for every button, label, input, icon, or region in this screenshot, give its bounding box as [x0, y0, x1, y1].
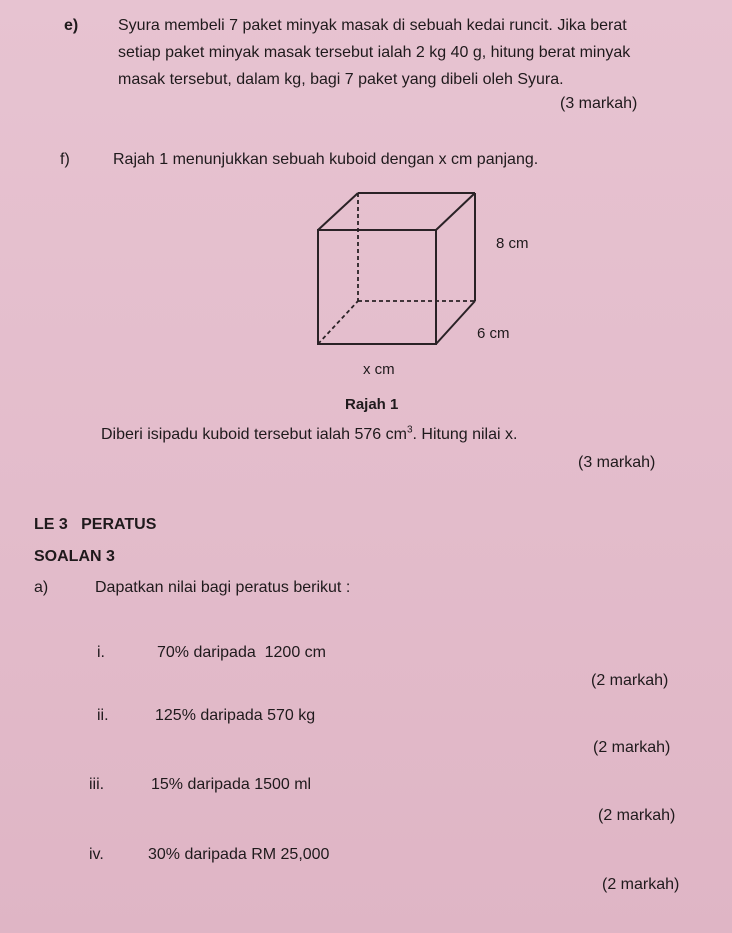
height-label: 8 cm: [496, 235, 529, 252]
section-heading: LE 3 PERATUS: [34, 516, 157, 533]
item-iii-text: 15% daripada 1500 ml: [151, 776, 312, 793]
item-ii-numeral: ii.: [97, 707, 109, 724]
item-ii-marks: (2 markah): [593, 739, 671, 756]
question-a-label: a): [34, 579, 49, 596]
given-question: . Hitung nilai x.: [412, 426, 518, 443]
question-e-label: e): [64, 17, 79, 34]
item-i-numeral: i.: [97, 644, 105, 661]
question-a-instruction: Dapatkan nilai bagi peratus berikut :: [95, 579, 351, 596]
question-e-line-2: setiap paket minyak masak tersebut ialah 2 kg 40 g, hitung berat minyak: [118, 44, 631, 61]
cuboid-front-face: [318, 230, 436, 344]
item-iii-numeral: iii.: [89, 776, 105, 793]
item-iv-numeral: iv.: [89, 846, 104, 863]
question-f-marks: (3 markah): [578, 454, 656, 471]
length-label: x cm: [363, 361, 395, 378]
item-iv-text: 30% daripada RM 25,000: [148, 846, 330, 863]
given-text: Diberi isipadu kuboid tersebut ialah 576 cm: [101, 426, 407, 443]
diagram-caption: Rajah 1: [345, 396, 399, 413]
cuboid-diagram: [0, 0, 732, 420]
question-e-line-1: Syura membeli 7 paket minyak masak di sebuah kedai runcit. Jika berat: [118, 17, 627, 34]
item-iii-marks: (2 markah): [598, 807, 676, 824]
given-exponent: 3: [406, 424, 413, 436]
item-iv-marks: (2 markah): [602, 876, 680, 893]
depth-label: 6 cm: [477, 325, 510, 342]
item-i-marks: (2 markah): [591, 672, 669, 689]
question-e-marks: (3 markah): [560, 95, 638, 112]
item-ii-text: 125% daripada 570 kg: [155, 707, 316, 724]
question-f-label: f): [60, 151, 70, 168]
question-f-intro: Rajah 1 menunjukkan sebuah kuboid dengan x cm panjang.: [113, 151, 539, 168]
question-f-given: [101, 425, 517, 445]
item-i-text: 70% daripada 1200 cm: [157, 644, 326, 661]
question-e-line-3: masak tersebut, dalam kg, bagi 7 paket yang dibeli oleh Syura.: [118, 71, 564, 88]
soalan-heading: SOALAN 3: [34, 548, 115, 565]
